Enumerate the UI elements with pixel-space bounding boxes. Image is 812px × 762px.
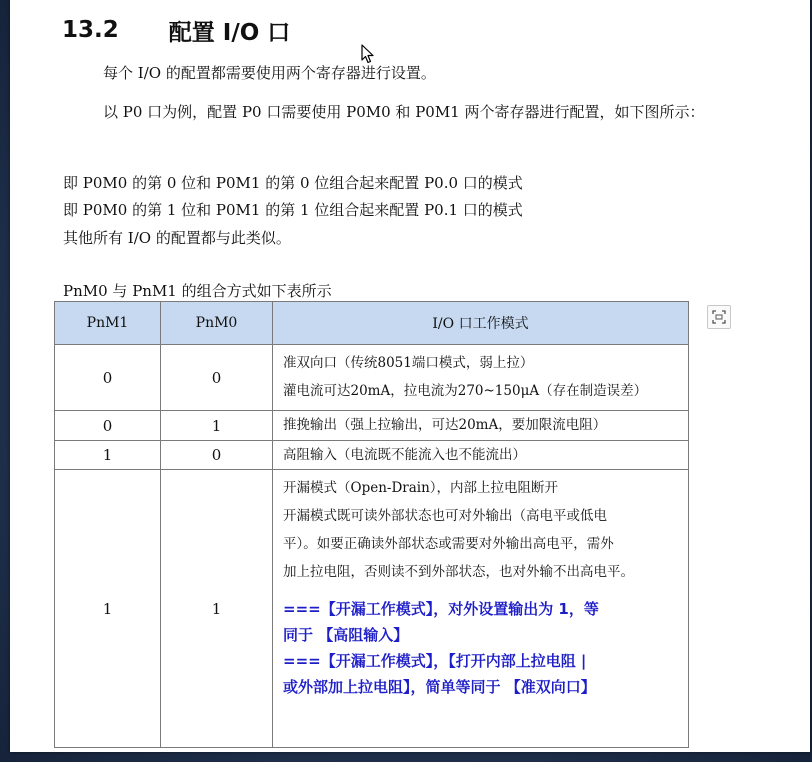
mode-desc-line: 推挽输出（强上拉输出，可达20mA，要加限流电阻） [283, 417, 607, 433]
table-row [55, 345, 689, 411]
cell-mode-desc [273, 470, 689, 748]
section-heading [62, 14, 290, 46]
header-pnm1: PnM1 [55, 302, 161, 345]
table-row [55, 411, 689, 441]
table-row [55, 441, 689, 470]
note-line: 或外部加上拉电阻】，简单等同于 【准双向口】 [283, 678, 596, 696]
mode-desc-line: 准双向口（传统8051端口模式，弱上拉） [283, 355, 534, 371]
explain-line-3: 其他所有 I/O 的配置都与此类似。 [63, 229, 291, 247]
explain-line-1: 即 P0M0 的第 0 位和 P0M1 的第 0 位组合起来配置 P0.0 口的模式 [63, 174, 523, 192]
mode-desc-line: 平）。如要正确读外部状态或需要对外输出高电平，需外 [283, 536, 614, 552]
document-page [10, 0, 810, 752]
note-line: 同于 【高阻输入】 [283, 626, 409, 644]
note-line: ===【开漏工作模式】，【打开内部上拉电阻 | [283, 652, 587, 670]
cell-mode-desc [273, 345, 689, 411]
cell-pnm0: 1 [161, 470, 273, 748]
table-caption: PnM0 与 PnM1 的组合方式如下表所示 [63, 282, 332, 300]
mode-desc-line: 开漏模式（Open-Drain），内部上拉电阻断开 [283, 480, 559, 496]
mode-desc-line: 加上拉电阻，否则读不到外部状态，也对外输不出高电平。 [283, 564, 634, 580]
mode-desc-line: 开漏模式既可读外部状态也可对外输出（高电平或低电 [283, 508, 607, 524]
open-drain-note [283, 596, 688, 700]
table-header-row [55, 302, 689, 345]
cell-pnm1: 1 [55, 441, 161, 470]
cell-mode-desc [273, 441, 689, 470]
section-number: 13.2 [62, 17, 119, 43]
header-io-mode: I/O 口工作模式 [273, 302, 689, 345]
io-mode-table [54, 301, 689, 748]
section-title: 配置 I/O 口 [168, 19, 291, 46]
intro-line-2: 以 P0 口为例，配置 P0 口需要使用 P0M0 和 P0M1 两个寄存器进行配置，如下图所示： [103, 103, 705, 121]
table-row [55, 470, 689, 748]
screenshot-capture-icon[interactable] [707, 305, 731, 329]
cell-pnm1: 0 [55, 345, 161, 411]
cell-pnm0: 0 [161, 345, 273, 411]
note-line: ===【开漏工作模式】，对外设置输出为 1，等 [283, 600, 599, 618]
mode-desc-line: 灌电流可达20mA，拉电流为270~150μA（存在制造误差） [283, 383, 648, 399]
cell-pnm1: 0 [55, 411, 161, 441]
mode-desc-line: 高阻输入（电流既不能流入也不能流出） [283, 447, 526, 463]
cell-pnm1: 1 [55, 470, 161, 748]
header-pnm0: PnM0 [161, 302, 273, 345]
explain-line-2: 即 P0M0 的第 1 位和 P0M1 的第 1 位组合起来配置 P0.1 口的模式 [63, 201, 523, 219]
intro-line-1: 每个 I/O 的配置都需要使用两个寄存器进行设置。 [103, 64, 436, 82]
open-drain-description [283, 470, 688, 586]
cell-mode-desc [273, 411, 689, 441]
mouse-cursor-icon [361, 44, 375, 64]
cell-pnm0: 1 [161, 411, 273, 441]
cell-pnm0: 0 [161, 441, 273, 470]
